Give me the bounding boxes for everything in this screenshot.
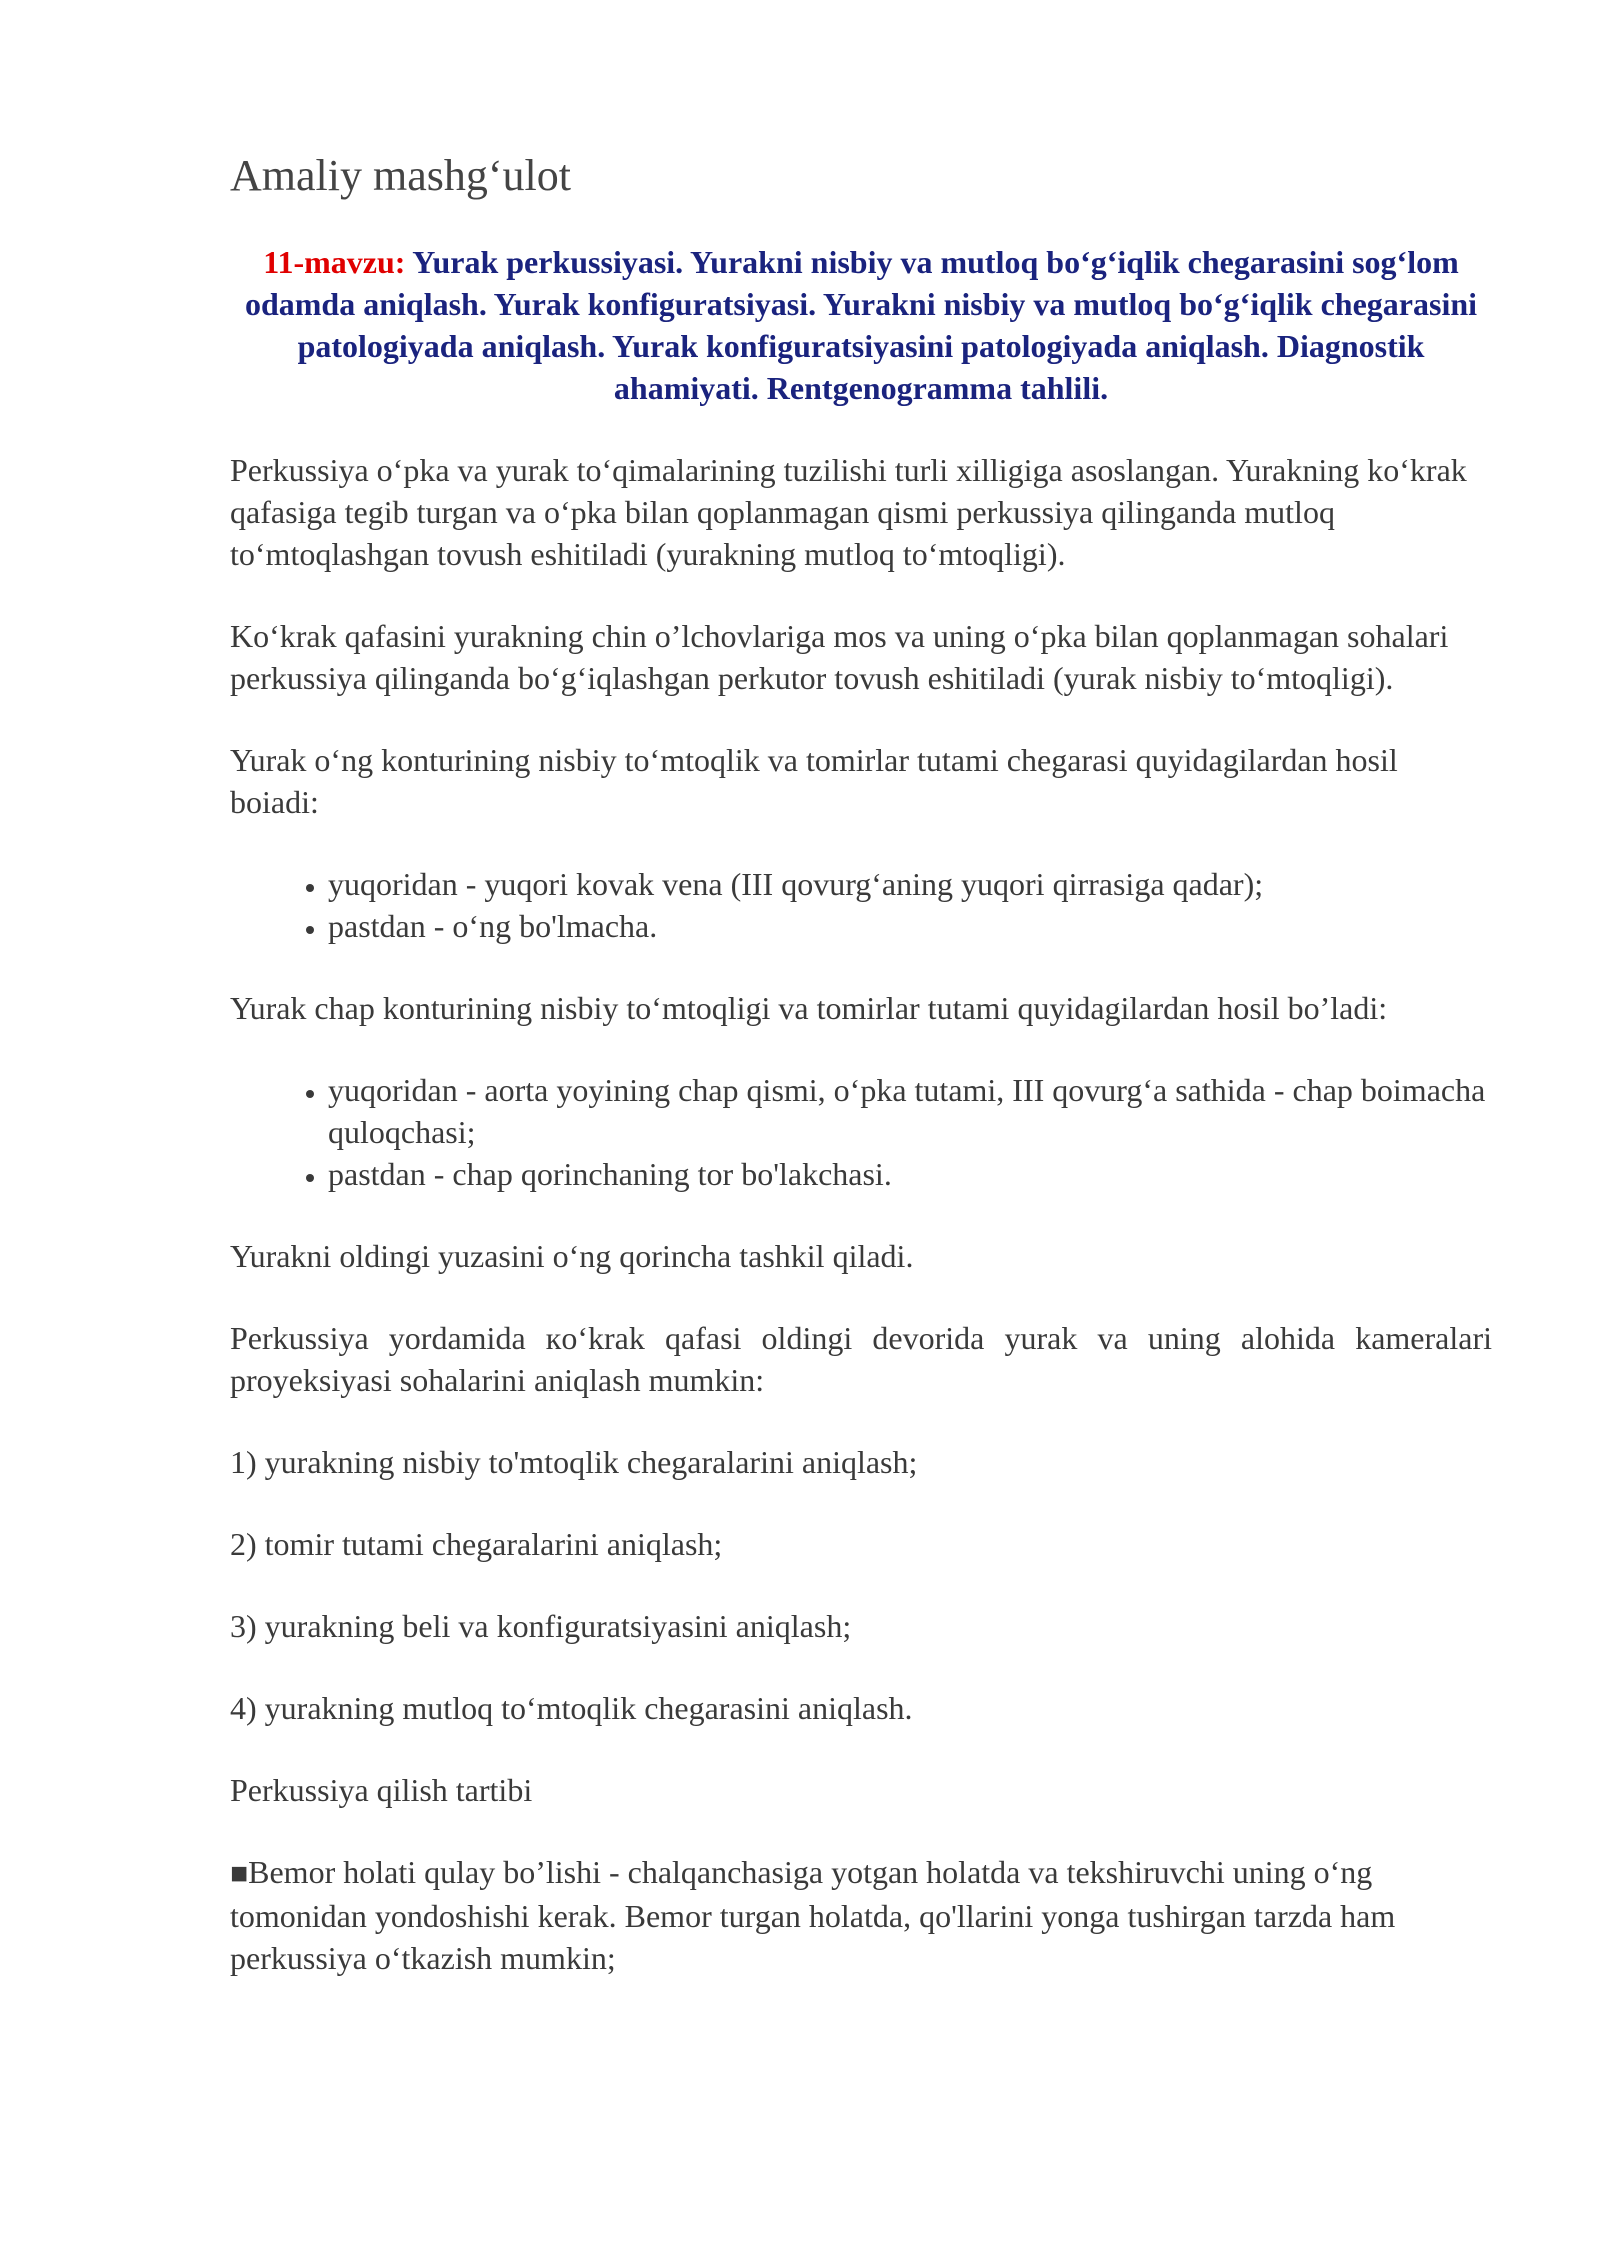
paragraph-4: Yurak chap konturining nisbiy to‘mtoqligi va tomirlar tutami quyidagilardan hosil bo’ladi: xyxy=(230,989,1388,1026)
document-title: Amaliy mashg‘ulot xyxy=(230,151,571,200)
topic-text: Yurak perkussiyasi. Yurakni nisbiy va mutloq bo‘g‘iqlik chegarasini sog‘lom odamda aniqlash. Yurak konfiguratsiyasi. Yurakni nisbiy va mutloq bo‘g‘iqlik chegarasini patologiyada aniqlash. Yurak konfiguratsiyasini patologiyada aniqlash. Diagnostik ahamiyati. Rentgenogramma tahlili. xyxy=(244,243,1478,406)
list-item: • yuqoridan - aorta yoyining chap qismi, o‘pka tutami, III qovurg‘a sathida - chap boimacha quloqchasi; xyxy=(328,1069,1492,1153)
numbered-item-1: 1) yurakning nisbiy to'mtoqlik chegaralarini aniqlash; xyxy=(230,1443,918,1480)
document-page xyxy=(230,150,1492,2019)
paragraph-8 xyxy=(230,1851,1492,1979)
bullet-list-right-contour xyxy=(230,863,1492,947)
paragraph-5: Yurakni oldingi yuzasini o‘ng qorincha tashkil qiladi. xyxy=(230,1237,914,1274)
paragraph-1: Perkussiya o‘pka va yurak to‘qimalarining tuzilishi turli xilligiga asoslangan. Yurakning ko‘krak qafasiga tegib turgan va o‘pka bilan qoplanmagan qismi perkussiya qilinganda mutloq to‘mtoqlashgan tovush eshitiladi (yurakning mutloq to‘mtoqligi). xyxy=(230,451,1467,572)
list-item: • yuqoridan - yuqori kovak vena (III qovurg‘aning yuqori qirrasiga qadar); xyxy=(328,863,1492,905)
paragraph-2: Ko‘krak qafasini yurakning chin o’lchovlariga mos va uning o‘pka bilan qoplanmagan sohalari perkussiya qilinganda bo‘g‘iqlashgan perkutor tovush eshitiladi (yurak nisbiy to‘mtoqligi). xyxy=(230,617,1449,696)
paragraph-7: Perkussiya qilish tartibi xyxy=(230,1771,533,1808)
paragraph-3: Yurak o‘ng konturining nisbiy to‘mtoqlik va tomirlar tutami chegarasi quyidagilardan hosil boiadi: xyxy=(230,741,1398,820)
numbered-item-3: 3) yurakning beli va konfiguratsiyasini aniqlash; xyxy=(230,1607,852,1644)
list-item: • pastdan - o‘ng bo'lmacha. xyxy=(328,905,1492,947)
topic-label: 11-mavzu: xyxy=(263,243,406,280)
square-bullet-icon: ■ xyxy=(230,1856,249,1890)
list-item: • pastdan - chap qorinchaning tor bo'lakchasi. xyxy=(328,1153,1492,1195)
paragraph-8-text: Bemor holati qulay bo’lishi - chalqanchasiga yotgan holatda va tekshiruvchi uning o‘ng tomonidan yondoshishi kerak. Bemor turgan holatda, qo'llarini yonga tushirgan tarzda ham perkussiya o‘tkazish mumkin; xyxy=(230,1853,1396,1976)
paragraph-6: Perkussiya yordamida кo‘krak qafasi oldingi devorida yurak va uning alohida kameralari proyeksiyasi sohalarini aniqlash mumkin: xyxy=(230,1319,1492,1398)
bullet-list-left-contour xyxy=(230,1069,1492,1195)
numbered-item-2: 2) tomir tutami chegaralarini aniqlash; xyxy=(230,1525,723,1562)
topic-heading xyxy=(230,241,1492,409)
numbered-item-4: 4) yurakning mutloq to‘mtoqlik chegarasini aniqlash. xyxy=(230,1689,913,1726)
